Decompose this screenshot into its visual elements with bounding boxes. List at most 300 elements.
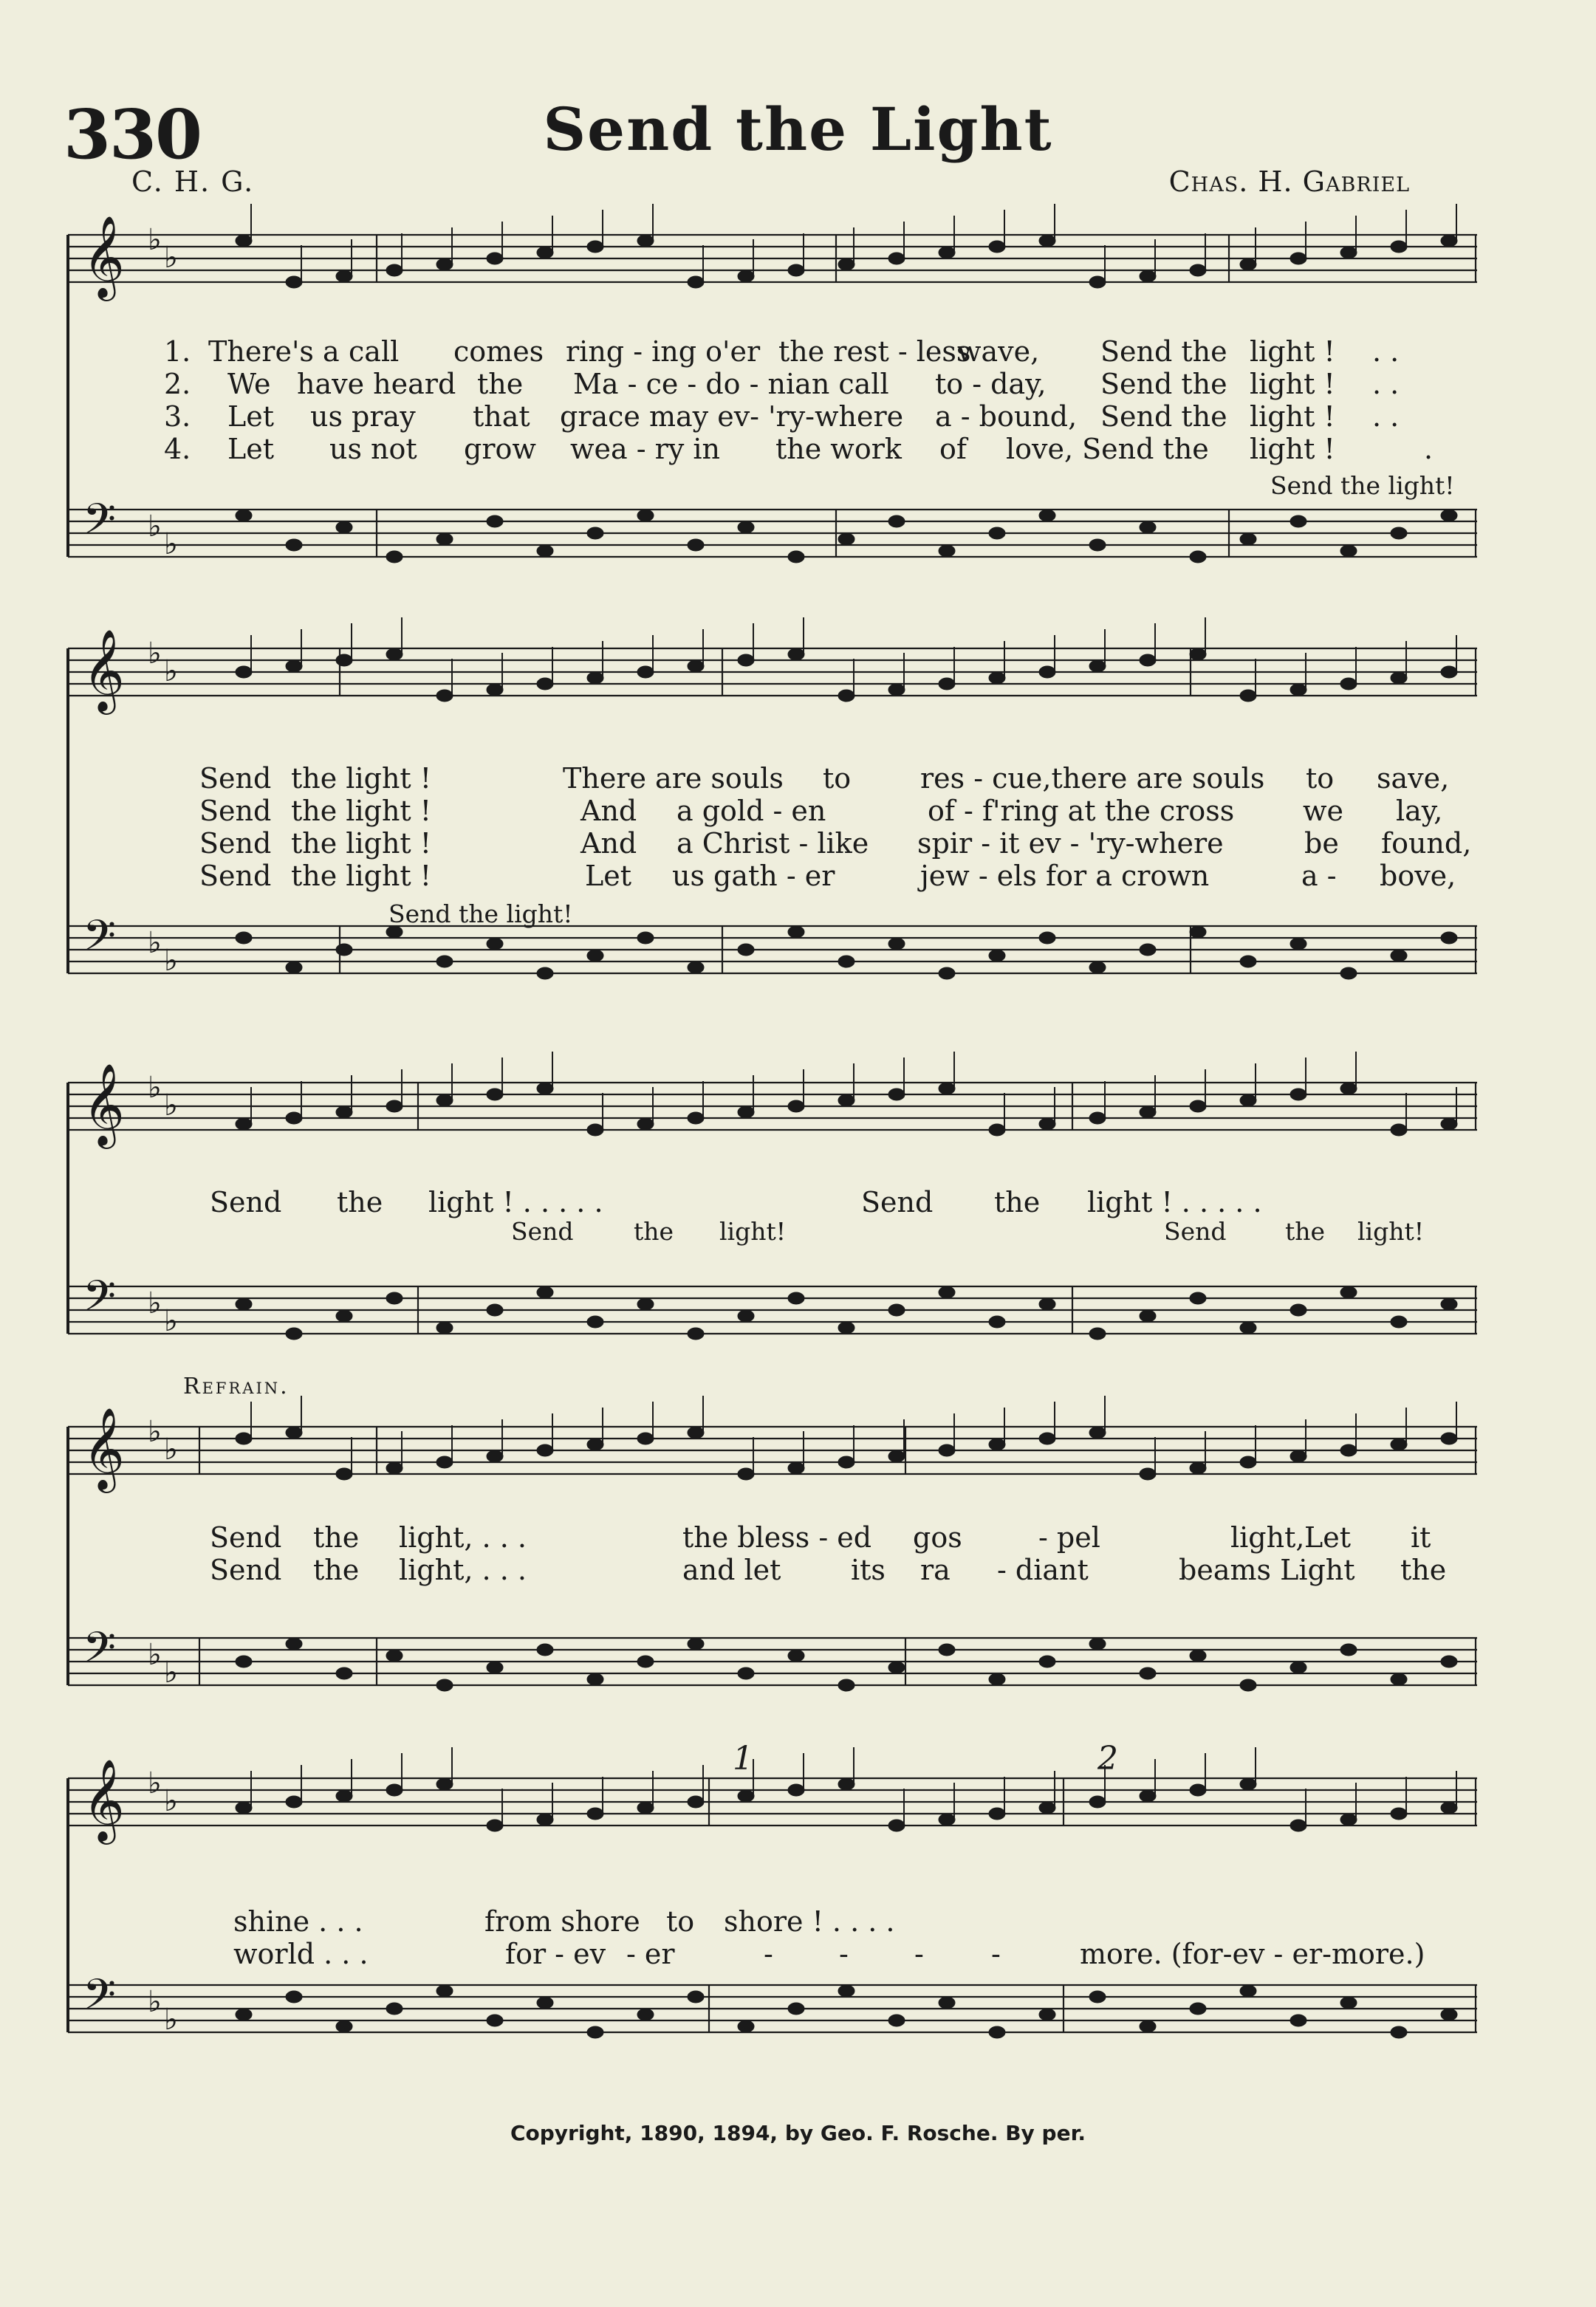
note-head bbox=[1391, 1124, 1407, 1136]
first-ending-number: 1 bbox=[733, 1740, 753, 1778]
note-head bbox=[587, 1439, 603, 1450]
note-head bbox=[1441, 932, 1457, 944]
note-head bbox=[487, 253, 503, 264]
note-head bbox=[1089, 276, 1106, 288]
note-head bbox=[1240, 1778, 1256, 1790]
note-head bbox=[1391, 2026, 1407, 2038]
note-head bbox=[286, 539, 302, 551]
lyric: its bbox=[851, 1554, 886, 1586]
note-head bbox=[1340, 1083, 1357, 1094]
note-head bbox=[1089, 961, 1106, 973]
note-head bbox=[989, 2026, 1005, 2038]
lyric: Send bbox=[199, 860, 272, 892]
lyric: jew - els for a crown bbox=[920, 860, 1210, 892]
note-head bbox=[1140, 1106, 1156, 1118]
lyric: Let bbox=[1304, 1521, 1351, 1554]
echo-text: the bbox=[1285, 1217, 1326, 1246]
note-head bbox=[386, 1650, 403, 1662]
note-head bbox=[386, 264, 403, 276]
note-head bbox=[738, 1667, 754, 1679]
note-head bbox=[1140, 944, 1156, 956]
note-head bbox=[336, 1468, 352, 1480]
lyric: the bless - ed bbox=[682, 1521, 872, 1554]
lyric: of bbox=[939, 433, 967, 465]
verse-number: 3. bbox=[164, 400, 191, 433]
lyric: gos bbox=[913, 1521, 962, 1554]
lyric: us gath - er bbox=[672, 860, 835, 892]
note-head bbox=[1391, 1439, 1407, 1450]
note-head bbox=[487, 515, 503, 527]
note-head bbox=[1089, 1796, 1106, 1808]
note-head bbox=[1089, 539, 1106, 551]
note-head bbox=[1039, 2009, 1055, 2020]
note-head bbox=[436, 1985, 453, 1997]
note-head bbox=[989, 1673, 1005, 1685]
note-head bbox=[1039, 1802, 1055, 1814]
note-head bbox=[989, 1316, 1005, 1328]
note-head bbox=[1190, 551, 1206, 563]
note-head bbox=[688, 961, 704, 973]
note-head bbox=[1240, 533, 1256, 545]
echo-text: Send the light! bbox=[388, 899, 573, 928]
lyric: shine . . . bbox=[233, 1905, 363, 1938]
verse-number: 4. bbox=[164, 433, 191, 465]
note-head bbox=[1089, 1112, 1106, 1124]
note-head bbox=[1240, 1094, 1256, 1106]
lyric: ring - ing o'er bbox=[566, 335, 761, 368]
note-head bbox=[1039, 932, 1055, 944]
lyric: a gold - en bbox=[677, 795, 826, 827]
lyric: light ! bbox=[1250, 433, 1335, 465]
note-head bbox=[537, 1997, 553, 2009]
note-head bbox=[587, 1124, 603, 1136]
lyric: us pray bbox=[310, 400, 416, 433]
note-head bbox=[1240, 1322, 1256, 1334]
note-head bbox=[888, 1662, 905, 1673]
note-head bbox=[537, 678, 553, 690]
note-head bbox=[1441, 666, 1457, 678]
note-head bbox=[286, 1427, 302, 1439]
note-head bbox=[788, 1462, 804, 1474]
note-head bbox=[788, 264, 804, 276]
note-head bbox=[1240, 1456, 1256, 1468]
flat-sign-icon: ♭ bbox=[148, 1415, 162, 1449]
note-head bbox=[637, 1802, 654, 1814]
flat-sign-icon: ♭ bbox=[148, 1985, 162, 2019]
lyric: the light ! bbox=[291, 762, 432, 795]
composer-name: Chas. H. Gabriel bbox=[1168, 165, 1410, 198]
note-head bbox=[487, 938, 503, 950]
note-head bbox=[336, 654, 352, 666]
note-head bbox=[587, 950, 603, 961]
note-head bbox=[688, 1796, 704, 1808]
note-head bbox=[1190, 2003, 1206, 2015]
note-head bbox=[688, 660, 704, 672]
note-head bbox=[1039, 1656, 1055, 1667]
lyric: res - cue,there are souls bbox=[920, 762, 1265, 795]
lyric: Let bbox=[227, 400, 274, 433]
flat-sign-icon: ♭ bbox=[164, 654, 178, 688]
lyric: light, bbox=[1230, 1521, 1305, 1554]
note-head bbox=[1340, 1444, 1357, 1456]
note-head bbox=[487, 684, 503, 696]
lyric: Send bbox=[210, 1554, 282, 1586]
note-head bbox=[336, 1667, 352, 1679]
note-head bbox=[989, 672, 1005, 684]
note-head bbox=[1290, 1089, 1306, 1100]
note-head bbox=[1089, 1328, 1106, 1340]
note-head bbox=[537, 247, 553, 258]
note-head bbox=[537, 1286, 553, 1298]
note-head bbox=[888, 1450, 905, 1462]
note-head bbox=[386, 1100, 403, 1112]
lyric: - diant bbox=[997, 1554, 1089, 1586]
lyric: the bbox=[477, 368, 524, 400]
note-head bbox=[487, 1304, 503, 1316]
note-head bbox=[939, 545, 955, 557]
note-head bbox=[386, 1292, 403, 1304]
note-head bbox=[286, 1112, 302, 1124]
note-head bbox=[286, 1638, 302, 1650]
lyric: light ! . . . . . bbox=[428, 1186, 603, 1218]
lyric: world . . . bbox=[233, 1938, 369, 1970]
note-head bbox=[1441, 1802, 1457, 1814]
lyric: call bbox=[349, 335, 400, 368]
lyric: found, bbox=[1381, 827, 1472, 860]
note-head bbox=[838, 1679, 854, 1691]
note-head bbox=[587, 241, 603, 253]
lyric: shore ! . . . . bbox=[724, 1905, 895, 1938]
note-head bbox=[1240, 1985, 1256, 1997]
note-head bbox=[788, 926, 804, 938]
treble-clef-icon: 𝄞 bbox=[83, 215, 125, 298]
note-head bbox=[587, 1673, 603, 1685]
note-head bbox=[236, 1802, 252, 1814]
flat-sign-icon: ♭ bbox=[164, 944, 178, 978]
flat-sign-icon: ♭ bbox=[148, 926, 162, 960]
note-head bbox=[1039, 1298, 1055, 1310]
note-head bbox=[738, 1106, 754, 1118]
note-head bbox=[1140, 1667, 1156, 1679]
note-head bbox=[236, 1298, 252, 1310]
note-head bbox=[1290, 684, 1306, 696]
echo-text: light! bbox=[719, 1217, 787, 1246]
note-head bbox=[1089, 1991, 1106, 2003]
lyric: light ! . . . . . bbox=[1087, 1186, 1262, 1218]
note-head bbox=[386, 2003, 403, 2015]
lyric: we bbox=[1303, 795, 1344, 827]
note-head bbox=[788, 1100, 804, 1112]
note-head bbox=[838, 690, 854, 702]
note-head bbox=[989, 1808, 1005, 1820]
note-head bbox=[788, 1292, 804, 1304]
note-head bbox=[487, 1450, 503, 1462]
note-head bbox=[888, 1820, 905, 1831]
lyric: the bbox=[313, 1521, 360, 1554]
note-head bbox=[637, 2009, 654, 2020]
note-head bbox=[888, 1304, 905, 1316]
note-head bbox=[788, 1784, 804, 1796]
note-head bbox=[688, 1427, 704, 1439]
note-head bbox=[838, 1985, 854, 1997]
note-head bbox=[1391, 1673, 1407, 1685]
note-head bbox=[939, 967, 955, 979]
note-head bbox=[436, 1094, 453, 1106]
note-head bbox=[1140, 521, 1156, 533]
note-head bbox=[537, 545, 553, 557]
note-head bbox=[888, 253, 905, 264]
note-head bbox=[537, 1083, 553, 1094]
note-head bbox=[838, 258, 854, 270]
note-head bbox=[1240, 956, 1256, 967]
lyric: . . bbox=[1372, 335, 1400, 368]
note-head bbox=[939, 1444, 955, 1456]
note-head bbox=[286, 1328, 302, 1340]
note-head bbox=[537, 1644, 553, 1656]
lyric: to bbox=[1306, 762, 1335, 795]
note-head bbox=[989, 1124, 1005, 1136]
lyric: . . bbox=[1372, 368, 1400, 400]
note-head bbox=[1290, 1820, 1306, 1831]
lyric: the bbox=[313, 1554, 360, 1586]
note-head bbox=[436, 690, 453, 702]
note-head bbox=[788, 1650, 804, 1662]
note-head bbox=[637, 1298, 654, 1310]
flat-sign-icon: ♭ bbox=[164, 527, 178, 561]
note-head bbox=[1290, 2015, 1306, 2026]
note-head bbox=[1240, 258, 1256, 270]
note-head bbox=[336, 1106, 352, 1118]
note-head bbox=[1089, 1427, 1106, 1439]
lyric: Send the bbox=[1100, 368, 1227, 400]
note-head bbox=[637, 932, 654, 944]
note-head bbox=[236, 510, 252, 521]
note-head bbox=[1340, 545, 1357, 557]
note-head bbox=[637, 666, 654, 678]
hymn-title: Send the Light bbox=[543, 95, 1053, 164]
note-head bbox=[939, 1997, 955, 2009]
note-head bbox=[1089, 1638, 1106, 1650]
echo-text: light! bbox=[1357, 1217, 1425, 1246]
lyric: the light ! bbox=[291, 860, 432, 892]
note-head bbox=[1340, 247, 1357, 258]
note-head bbox=[286, 961, 302, 973]
lyric: - bbox=[764, 1938, 773, 1970]
note-head bbox=[587, 1316, 603, 1328]
note-head bbox=[1290, 1662, 1306, 1673]
lyric: a - bbox=[1301, 860, 1337, 892]
echo-text: Send bbox=[511, 1217, 574, 1246]
note-head bbox=[336, 1790, 352, 1802]
lyric: Let bbox=[227, 433, 274, 465]
bass-clef-icon: 𝄢 bbox=[83, 494, 117, 555]
note-head bbox=[286, 1991, 302, 2003]
copyright-notice: Copyright, 1890, 1894, by Geo. F. Rosche. By per. bbox=[510, 2121, 1086, 2145]
lyric: save, bbox=[1377, 762, 1450, 795]
bass-clef-icon: 𝄢 bbox=[83, 1622, 117, 1683]
note-head bbox=[637, 235, 654, 247]
flat-sign-icon: ♭ bbox=[164, 1784, 178, 1818]
bass-clef-icon: 𝄢 bbox=[83, 1970, 117, 2030]
flat-sign-icon: ♭ bbox=[148, 1286, 162, 1320]
lyric: the work bbox=[775, 433, 902, 465]
lyric: . bbox=[1424, 433, 1434, 465]
note-head bbox=[788, 2003, 804, 2015]
note-head bbox=[1441, 2009, 1457, 2020]
treble-clef-icon: 𝄞 bbox=[83, 1063, 125, 1145]
lyric: Send bbox=[199, 827, 272, 860]
note-head bbox=[989, 241, 1005, 253]
lyric: for - ev bbox=[505, 1938, 606, 1970]
note-head bbox=[888, 1089, 905, 1100]
note-head bbox=[738, 944, 754, 956]
echo-text: the bbox=[634, 1217, 674, 1246]
lyric: And bbox=[580, 795, 637, 827]
note-head bbox=[989, 527, 1005, 539]
lyric: have heard bbox=[297, 368, 456, 400]
note-head bbox=[236, 666, 252, 678]
note-head bbox=[1441, 1656, 1457, 1667]
note-head bbox=[1039, 1118, 1055, 1130]
lyric: . . bbox=[1372, 400, 1400, 433]
note-head bbox=[838, 1094, 854, 1106]
note-head bbox=[436, 956, 453, 967]
bass-clef-icon: 𝄢 bbox=[83, 1271, 117, 1331]
note-head bbox=[738, 654, 754, 666]
lyric: - bbox=[839, 1938, 849, 1970]
flat-sign-icon: ♭ bbox=[148, 1638, 162, 1672]
note-head bbox=[688, 539, 704, 551]
flat-sign-icon: ♭ bbox=[148, 223, 162, 257]
note-head bbox=[436, 1322, 453, 1334]
lyric: the rest - less bbox=[778, 335, 971, 368]
note-head bbox=[286, 660, 302, 672]
second-ending-number: 2 bbox=[1097, 1740, 1118, 1778]
note-head bbox=[1190, 1650, 1206, 1662]
note-head bbox=[487, 1089, 503, 1100]
lyric: a - bound, bbox=[935, 400, 1078, 433]
note-head bbox=[939, 1083, 955, 1094]
note-head bbox=[1190, 1292, 1206, 1304]
lyric: - bbox=[914, 1938, 924, 1970]
note-head bbox=[688, 1112, 704, 1124]
note-head bbox=[1290, 253, 1306, 264]
lyric: the bbox=[337, 1186, 383, 1218]
note-head bbox=[1140, 1468, 1156, 1480]
lyric: Send bbox=[199, 762, 272, 795]
note-head bbox=[1340, 1814, 1357, 1826]
note-head bbox=[738, 1468, 754, 1480]
lyric: Send bbox=[210, 1521, 282, 1554]
note-head bbox=[888, 684, 905, 696]
lyric: comes bbox=[453, 335, 544, 368]
note-head bbox=[1290, 515, 1306, 527]
flat-sign-icon: ♭ bbox=[148, 1766, 162, 1800]
note-head bbox=[888, 938, 905, 950]
note-head bbox=[788, 648, 804, 660]
note-head bbox=[1340, 1286, 1357, 1298]
flat-sign-icon: ♭ bbox=[148, 510, 162, 544]
note-head bbox=[1391, 241, 1407, 253]
note-head bbox=[487, 2015, 503, 2026]
note-head bbox=[1140, 2020, 1156, 2032]
note-head bbox=[1391, 950, 1407, 961]
note-head bbox=[1391, 1316, 1407, 1328]
lyric: wea - ry in bbox=[570, 433, 721, 465]
note-head bbox=[236, 2009, 252, 2020]
lyric: that bbox=[473, 400, 530, 433]
note-head bbox=[1140, 270, 1156, 282]
note-head bbox=[637, 1656, 654, 1667]
note-head bbox=[738, 1790, 754, 1802]
note-head bbox=[236, 1433, 252, 1444]
note-head bbox=[888, 515, 905, 527]
note-head bbox=[788, 551, 804, 563]
note-head bbox=[1441, 510, 1457, 521]
note-head bbox=[1340, 1644, 1357, 1656]
note-head bbox=[888, 2015, 905, 2026]
note-head bbox=[1039, 510, 1055, 521]
lyric: wave, bbox=[957, 335, 1040, 368]
flat-sign-icon: ♭ bbox=[164, 2003, 178, 2037]
author-initials: C. H. G. bbox=[131, 165, 255, 198]
note-head bbox=[838, 1322, 854, 1334]
lyric: - er bbox=[626, 1938, 675, 1970]
note-head bbox=[487, 1820, 503, 1831]
lyric: us not bbox=[329, 433, 417, 465]
note-head bbox=[487, 1662, 503, 1673]
note-head bbox=[838, 1456, 854, 1468]
note-head bbox=[1140, 654, 1156, 666]
note-head bbox=[336, 270, 352, 282]
note-head bbox=[939, 1286, 955, 1298]
note-head bbox=[286, 276, 302, 288]
note-head bbox=[1441, 235, 1457, 247]
lyric: There's a bbox=[208, 335, 340, 368]
note-head bbox=[1391, 672, 1407, 684]
hymn-number: 330 bbox=[64, 95, 202, 174]
note-head bbox=[1290, 1450, 1306, 1462]
note-head bbox=[738, 2020, 754, 2032]
lyric: love, Send the bbox=[1006, 433, 1209, 465]
lyric: beams Light bbox=[1179, 1554, 1355, 1586]
note-head bbox=[1340, 1997, 1357, 2009]
note-head bbox=[738, 521, 754, 533]
lyric: to bbox=[823, 762, 852, 795]
lyric: light ! bbox=[1250, 400, 1335, 433]
note-head bbox=[336, 2020, 352, 2032]
lyric: it bbox=[1411, 1521, 1431, 1554]
verse-number: 1. bbox=[164, 335, 191, 368]
lyric: bove, bbox=[1380, 860, 1456, 892]
note-head bbox=[336, 944, 352, 956]
lyric: the bbox=[994, 1186, 1041, 1218]
note-head bbox=[688, 1328, 704, 1340]
note-head bbox=[939, 1644, 955, 1656]
note-head bbox=[637, 1433, 654, 1444]
note-head bbox=[688, 276, 704, 288]
note-head bbox=[436, 258, 453, 270]
lyric: ra bbox=[920, 1554, 951, 1586]
lyric: of - f'ring at the cross bbox=[928, 795, 1235, 827]
verse-number: 2. bbox=[164, 368, 191, 400]
note-head bbox=[738, 270, 754, 282]
lyric: light, . . . bbox=[399, 1521, 527, 1554]
note-head bbox=[688, 1991, 704, 2003]
lyric: be bbox=[1304, 827, 1339, 860]
note-head bbox=[1039, 1433, 1055, 1444]
note-head bbox=[236, 932, 252, 944]
